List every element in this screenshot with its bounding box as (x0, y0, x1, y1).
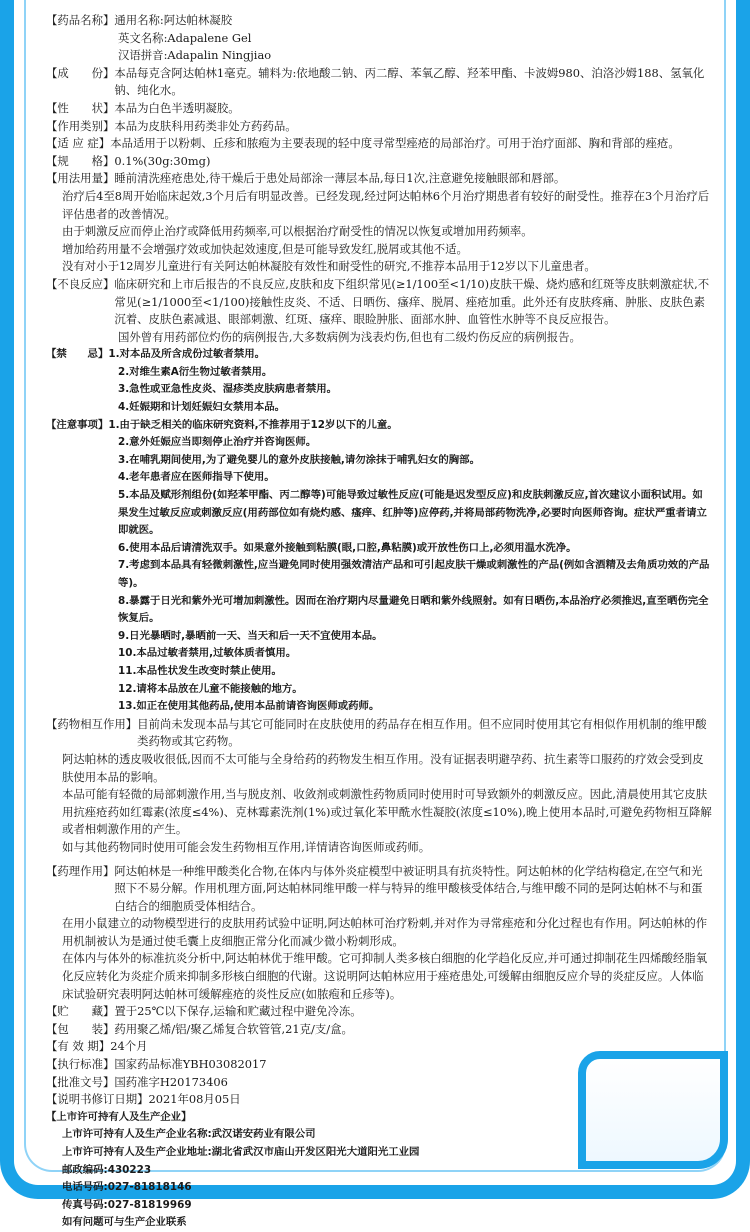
adverse-line: 国外曾有用药部位灼伤的病例报告,大多数病例为浅表灼伤,但也有二级灼伤反应的病例报告。 (118, 329, 581, 344)
package-label: 【包 装】 (46, 1021, 115, 1036)
spec-label: 【规 格】 (46, 153, 115, 168)
adverse-label: 【不良反应】 (46, 276, 115, 291)
storage-text: 置于25℃以下保存,运输和贮藏过程中避免冷冻。 (114, 1004, 362, 1019)
usage-line: 治疗后4至8周开始临床起效,3个月后有明显改善。已经发现,经过阿达帕林6个月治疗期患者有较好的耐受性。推荐在3个月治疗后评估患者的改善情况。 (62, 188, 710, 221)
caution-item: 10.本品过敏者禁用,过敏体质者慎用。 (118, 647, 297, 660)
holder-line: 如有问题可与生产企业联系 (62, 1216, 187, 1229)
package-row (46, 1021, 712, 1039)
usage-line: 增加给药用量不会增强疗效或加快起效速度,但是可能导致发红,脱屑或其他不适。 (62, 241, 468, 256)
caution-item: 8.暴露于日光和紫外光可增加刺激性。因而在治疗期内尽量避免日晒和紫外线照射。如有日晒伤,本品治疗必须推迟,直至晒伤完全恢复后。 (118, 594, 709, 625)
standard-row (46, 1056, 712, 1074)
pharmacology-line: 阿达帕林是一种维甲酸类化合物,在体内与体外炎症模型中被证明具有抗炎特性。阿达帕林的化学结构稳定,在空气和光照下不易分解。作用机理方面,阿达帕林同维甲酸一样与特异的维甲酸核受体结合,与维甲酸不同的是阿达帕林不与和蛋白结合的细胞质受体相结合。 (114, 863, 703, 913)
standard-label: 【执行标准】 (46, 1057, 115, 1072)
composition-label: 【成 份】 (46, 65, 115, 80)
contra-label: 【禁 忌】 (46, 348, 109, 361)
caution-item: 7.考虑到本品具有轻微刺激性,应当避免同时使用强效清洁产品和可引起皮肤干燥或刺激性的产品(例如含酒精及去角质功效的产品等)。 (118, 559, 710, 589)
usage-row (46, 170, 712, 188)
usage-line: 没有对小于12周岁儿童进行有关阿达帕林凝胶有效性和耐受性的研究,不推荐本品用于12岁以下儿童患者。 (62, 259, 596, 274)
caution-item: 11.本品性状发生改变时禁止使用。 (118, 664, 282, 677)
validity-row (46, 1038, 712, 1056)
approval-text: 国药准字H20173406 (114, 1074, 228, 1089)
caution-item: 5.本品及赋形剂组份(如羟苯甲酯、丙二醇等)可能导致过敏性反应(可能是迟发型反应)和皮肤刺激反应,首次建议小面积试用。如果发生过敏反应或刺激反应(用药部位如有烧灼感、瘙痒、红肿等)应停药,并将局部药物洗净,必要时向医师咨询。症状严重者请立即就医。 (118, 489, 707, 537)
appearance-label: 【性 状】 (46, 100, 115, 115)
holder-line: 邮政编码:430223 (62, 1163, 152, 1176)
contra-item: 4.妊娠期和计划妊娠妇女禁用本品。 (118, 401, 286, 414)
holder-label: 【上市许可持有人及生产企业】 (46, 1110, 192, 1123)
interaction-line: 阿达帕林的透皮吸收很低,因而不太可能与全身给药的药物发生相互作用。没有证据表明避孕药、抗生素等口服药的疗效会受到皮肤使用本品的影响。 (62, 751, 704, 784)
usage-line: 睡前清洗痤疮患处,待干燥后于患处局部涂一薄层本品,每日1次,注意避免接触眼部和唇部。 (114, 171, 566, 186)
storage-label: 【贮 藏】 (46, 1004, 115, 1019)
approval-row (46, 1074, 712, 1092)
indication-text: 本品适用于以粉刺、丘疹和脓疱为主要表现的轻中度寻常型痤疮的局部治疗。可用于治疗面部、胸和背部的痤疮。 (110, 136, 680, 151)
indication-row (46, 135, 712, 153)
indication-label: 【适 应 症】 (46, 136, 111, 151)
holder-line: 传真号码:027-81819969 (62, 1198, 192, 1211)
pharmacology-row (46, 863, 712, 916)
caution-item: 9.日光暴晒时,暴晒前一天、当天和后一天不宜使用本品。 (118, 629, 383, 642)
pinyin-name: 汉语拼音:Adapalin Ningjiao (118, 48, 272, 63)
caution-item: 3.在哺乳期间使用,为了避免婴儿的意外皮肤接触,请勿涂抹于哺乳妇女的胸部。 (118, 453, 480, 466)
holder-line: 上市许可持有人及生产企业名称:武汉诺安药业有限公司 (62, 1128, 316, 1141)
revision-text: 2021年08月05日 (148, 1092, 241, 1107)
type-label: 【作用类别】 (46, 118, 115, 133)
composition-row (46, 65, 712, 100)
validity-label: 【有 效 期】 (46, 1039, 111, 1054)
contra-item: 3.急性或亚急性皮炎、湿疹类皮肤病患者禁用。 (118, 383, 337, 396)
type-text: 本品为皮肤科用药类非处方药药品。 (114, 118, 297, 133)
holder-line: 电话号码:027-81818146 (62, 1181, 192, 1194)
usage-line: 由于刺激反应而停止治疗或降低用药频率,可以根据治疗耐受性的情况以恢复或增加用药频率。 (62, 224, 533, 239)
english-name: 英文名称:Adapalene Gel (118, 30, 252, 45)
adverse-row (46, 276, 712, 329)
generic-name: 通用名称:阿达帕林凝胶 (114, 13, 233, 27)
pharmacology-line: 在用小鼠建立的动物模型进行的皮肤用药试验中证明,阿达帕林可治疗粉刺,并对作为寻常痤疮和分化过程也有作用。阿达帕林的作用机制被认为是通过使毛囊上皮细胞正常分化而减少微小粉刺形成。 (62, 916, 708, 948)
drug-name-label: 【药品名称】 (46, 13, 115, 27)
drug-name-row (46, 12, 712, 30)
composition-text: 本品每克含阿达帕林1毫克。辅料为:依地酸二钠、丙二醇、苯氧乙醇、羟苯甲酯、卡波姆980、泊洛沙姆188、氢氧化钠、纯化水。 (114, 65, 705, 98)
caution-item: 12.请将本品放在儿童不能接触的地方。 (118, 682, 303, 695)
caution-item: 4.老年患者应在医师指导下使用。 (118, 471, 275, 484)
caution-item: 2.意外妊娠应当即刻停止治疗并咨询医师。 (118, 436, 317, 449)
interaction-row (46, 716, 712, 751)
caution-item: 13.如正在使用其他药品,使用本品前请咨询医师或药师。 (118, 700, 380, 713)
package-text: 药用聚乙烯/铝/聚乙烯复合软管管,21克/支/盒。 (114, 1021, 353, 1036)
type-row (46, 118, 712, 136)
interaction-label: 【药物相互作用】 (46, 716, 138, 731)
revision-label: 【说明书修订日期】 (46, 1092, 149, 1107)
contra-row (46, 346, 712, 364)
adverse-line: 临床研究和上市后报告的不良反应,皮肤和皮下组织常见(≥1/100至<1/10)皮肤干燥、烧灼感和红斑等皮肤刺激症状,不常见(≥1/1000至<1/100)接触性皮炎、不适、日晒伤、瘙痒、脱屑、痤疮加重。此外还有皮肤疼痛、肿胀、皮肤色素沉着、皮肤色素减退、眼部刺激、红斑、瘙痒、眼睑肿胀、面部水肿、血管性水肿等不良反应报告。 (114, 276, 710, 327)
interaction-line: 如与其他药物同时使用可能会发生药物相互作用,详情请咨询医师或药师。 (62, 839, 431, 854)
holder-line: 上市许可持有人及生产企业地址:湖北省武汉市庙山开发区阳光大道阳光工业园 (62, 1146, 420, 1158)
validity-text: 24个月 (110, 1039, 148, 1054)
caution-item: 1.由于缺乏相关的临床研究资料,不推荐用于12岁以下的儿童。 (108, 418, 398, 431)
spec-row (46, 153, 712, 171)
appearance-row (46, 100, 712, 118)
standard-text: 国家药品标准YBH03082017 (114, 1057, 267, 1072)
leaflet-content (46, 12, 712, 1232)
contra-item: 1.对本品及所含成份过敏者禁用。 (108, 348, 265, 361)
pharmacology-label: 【药理作用】 (46, 863, 115, 878)
spec-text: 0.1%(30g:30mg) (114, 153, 211, 168)
contra-item: 2.对维生素A衍生物过敏者禁用。 (118, 365, 273, 378)
interaction-line: 目前尚未发现本品与其它可能同时在皮肤使用的药品存在相互作用。但不应同时使用其它有相似作用机制的维甲酸类药物或其它药物。 (137, 716, 707, 749)
caution-item: 6.使用本品后请清洗双手。如果意外接触到粘膜(眼,口腔,鼻粘膜)或开放性伤口上,必须用温水洗净。 (118, 541, 577, 554)
storage-row (46, 1003, 712, 1021)
caution-row (46, 417, 712, 435)
pharmacology-line: 在体内与体外的标准抗炎分析中,阿达帕林优于维甲酸。它可抑制人类多核白细胞的化学趋化反应,并可通过抑制花生四烯酸经脂氧化反应转化为炎症介质来抑制多形核白细胞的代谢。这说明阿达帕林应用于痤疮患处,可缓解由细胞反应介导的炎症反应。人体临床试验研究表明阿达帕林可缓解痤疮的炎性反应(如脓疱和丘疹等)。 (62, 951, 708, 1001)
revision-row (46, 1091, 712, 1109)
appearance-text: 本品为白色半透明凝胶。 (114, 100, 240, 115)
interaction-line: 本品可能有轻微的局部刺激作用,当与脱皮剂、收敛剂或刺激性药物质同时使用时可导致额外的刺激反应。因此,清晨使用其它皮肤用抗痤疮药如红霉素(浓度≤4%)、克林霉素洗剂(1%)或过氧化苯甲酰水性凝胶(浓度≤10%),晚上使用本品时,可避免药物相互降解或者相刺激作用的产生。 (62, 787, 712, 837)
caution-label: 【注意事项】 (46, 418, 109, 431)
usage-label: 【用法用量】 (46, 171, 115, 186)
approval-label: 【批准文号】 (46, 1074, 115, 1089)
